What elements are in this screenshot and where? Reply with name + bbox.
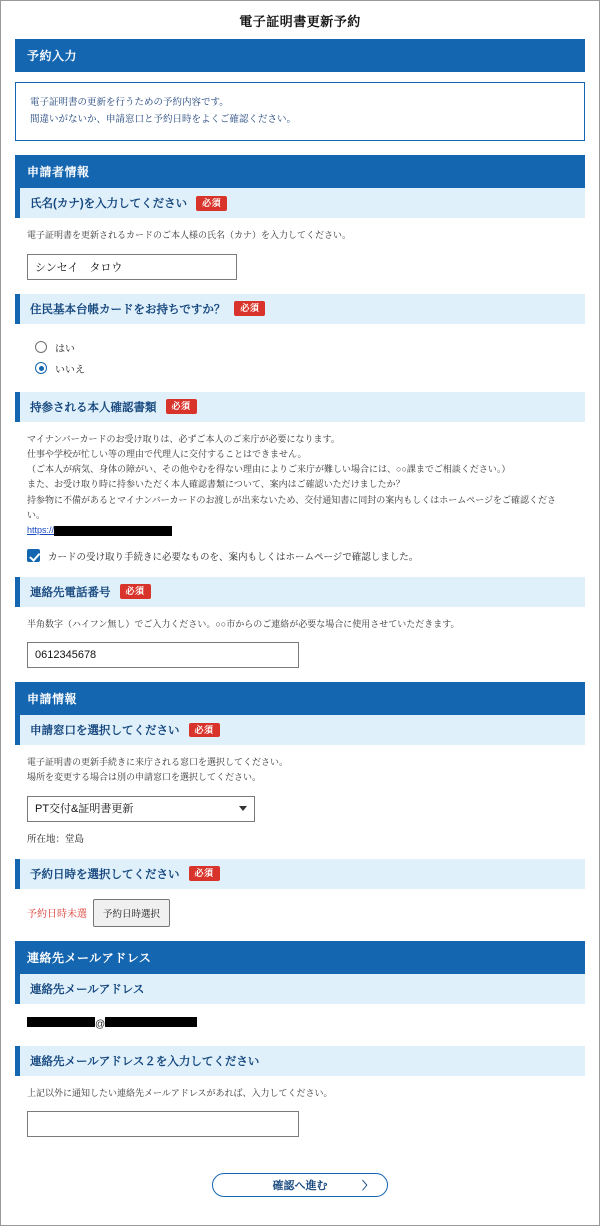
required-badge-window: 必須 bbox=[189, 723, 220, 738]
confirm-button[interactable] bbox=[212, 1173, 388, 1197]
heading-mail-address-label: 連絡先メールアドレス bbox=[30, 983, 145, 996]
guide-link[interactable]: https:// bbox=[27, 525, 55, 536]
radio-icon-yes[interactable] bbox=[35, 341, 47, 353]
field-block-mail-address-2 bbox=[15, 1076, 585, 1151]
name-kana-input[interactable] bbox=[27, 254, 237, 280]
field-block-window bbox=[15, 745, 585, 859]
datetime-row bbox=[15, 889, 585, 941]
heading-window-select-label: 申請窓口を選択してください bbox=[30, 724, 180, 737]
window-select-wrap bbox=[27, 796, 255, 822]
field-block-mail-address bbox=[15, 1004, 585, 1046]
redacted-link-tail bbox=[54, 526, 172, 536]
heading-name-kana bbox=[15, 188, 585, 218]
required-badge-datetime: 必須 bbox=[189, 866, 220, 881]
section-bar-applicant: 申請者情報 bbox=[15, 155, 585, 188]
help-text-mail-2: 上記以外に通知したい連絡先メールアドレスがあれば、入力してください。 bbox=[27, 1087, 333, 1098]
radio-option-yes[interactable] bbox=[35, 340, 573, 355]
datetime-select-button[interactable]: 予約日時選択 bbox=[93, 899, 170, 927]
notice-box bbox=[15, 82, 585, 141]
datetime-status-text: 予約日時未選 bbox=[27, 909, 87, 921]
heading-mail-address bbox=[15, 974, 585, 1004]
notice-line-1: 電子証明書の更新を行うための予約内容です。 bbox=[30, 97, 229, 108]
section-bar-input: 予約入力 bbox=[15, 39, 585, 72]
radio-option-no[interactable] bbox=[35, 361, 573, 376]
field-block-juki bbox=[15, 324, 585, 392]
heading-id-documents-label: 持参される本人確認書類 bbox=[30, 401, 157, 414]
notice-line-2: 間違いがないか、申請窓口と予約日時をよくご確認ください。 bbox=[30, 113, 297, 125]
submit-area bbox=[15, 1151, 585, 1205]
section-bar-mail: 連絡先メールアドレス bbox=[15, 941, 585, 974]
required-badge-phone: 必須 bbox=[120, 584, 151, 599]
id-docs-line-2: 仕事や学校が忙しい等の理由で代理人に交付することはできません。 bbox=[27, 448, 307, 459]
heading-window-select bbox=[15, 715, 585, 745]
window-select[interactable] bbox=[27, 796, 255, 822]
heading-mail-address-2-label: 連絡先メールアドレス２を入力してください bbox=[30, 1055, 260, 1068]
radio-icon-no[interactable] bbox=[35, 362, 47, 374]
page-content bbox=[1, 39, 599, 1225]
heading-phone-label: 連絡先電話番号 bbox=[30, 586, 111, 599]
id-docs-line-3: （ご本人が病気、身体の障がい、その他やむを得ない理由によりご来庁が難しい場合には、○○課までご相談ください。） bbox=[27, 464, 511, 475]
page-title: 電子証明書更新予約 bbox=[239, 14, 361, 29]
heading-phone bbox=[15, 577, 585, 607]
redacted-mail-domain bbox=[105, 1017, 197, 1027]
id-docs-line-4: また、お受け取り時に持参いただく本人確認書類について、案内はご確認いただけましたか？ bbox=[27, 479, 405, 490]
confirm-checkbox-icon[interactable] bbox=[27, 549, 40, 562]
heading-name-kana-label: 氏名(カナ)を入力してください bbox=[30, 198, 188, 211]
help-text-window bbox=[27, 755, 573, 786]
heading-datetime-select-label: 予約日時を選択してください bbox=[30, 868, 180, 881]
help-window-line-2: 場所を変更する場合は別の申請窓口を選択してください。 bbox=[27, 772, 262, 783]
chevron-right-icon: 〉 bbox=[362, 1179, 373, 1192]
heading-juki-card-label: 住民基本台帳カードをお持ちですか？ bbox=[30, 303, 226, 316]
confirm-checkbox-row[interactable] bbox=[27, 549, 573, 563]
id-docs-help bbox=[27, 432, 573, 539]
id-docs-line-5: 持参物に不備があるとマイナンバーカードのお渡しが出来ないため、交付通知書に同封の案内もしくはホームページをご確認ください。 bbox=[27, 494, 557, 521]
confirm-checkbox-label: カードの受け取り手続きに必要なものを、案内もしくはホームページで確認しました。 bbox=[48, 551, 419, 563]
heading-id-documents bbox=[15, 392, 585, 422]
id-docs-line-1: マイナンバーカードのお受け取りは、必ずご本人のご来庁が必要になります。 bbox=[27, 433, 340, 444]
field-block-name bbox=[15, 218, 585, 293]
field-block-phone bbox=[15, 607, 585, 682]
required-badge-name: 必須 bbox=[196, 196, 227, 211]
section-bar-application: 申請情報 bbox=[15, 682, 585, 715]
confirm-button-label: 確認へ進む bbox=[272, 1179, 328, 1192]
required-badge-juki: 必須 bbox=[234, 301, 265, 316]
help-text-phone: 半角数字（ハイフン無し）でご入力ください。○○市からのご連絡が必要な場合に使用させていただきます。 bbox=[27, 618, 460, 629]
help-window-line-1: 電子証明書の更新手続きに来庁される窓口を選択してください。 bbox=[27, 756, 289, 767]
radio-label-no: いいえ bbox=[55, 364, 85, 376]
redacted-mail-user bbox=[27, 1017, 95, 1027]
mail-address-masked: @ bbox=[27, 1014, 573, 1032]
radio-label-yes: はい bbox=[55, 343, 75, 355]
heading-mail-address-2 bbox=[15, 1046, 585, 1076]
mail-address-2-input[interactable] bbox=[27, 1111, 299, 1137]
heading-datetime-select bbox=[15, 859, 585, 889]
heading-juki-card bbox=[15, 294, 585, 324]
window-place-label: 所在地：堂島 bbox=[27, 833, 85, 845]
field-block-id-documents bbox=[15, 422, 585, 577]
help-text-name: 電子証明書を更新されるカードのご本人様の氏名（カナ）を入力してください。 bbox=[27, 230, 352, 241]
id-docs-link-row bbox=[27, 523, 573, 538]
phone-input[interactable] bbox=[27, 642, 299, 668]
required-badge-id-docs: 必須 bbox=[166, 399, 197, 414]
